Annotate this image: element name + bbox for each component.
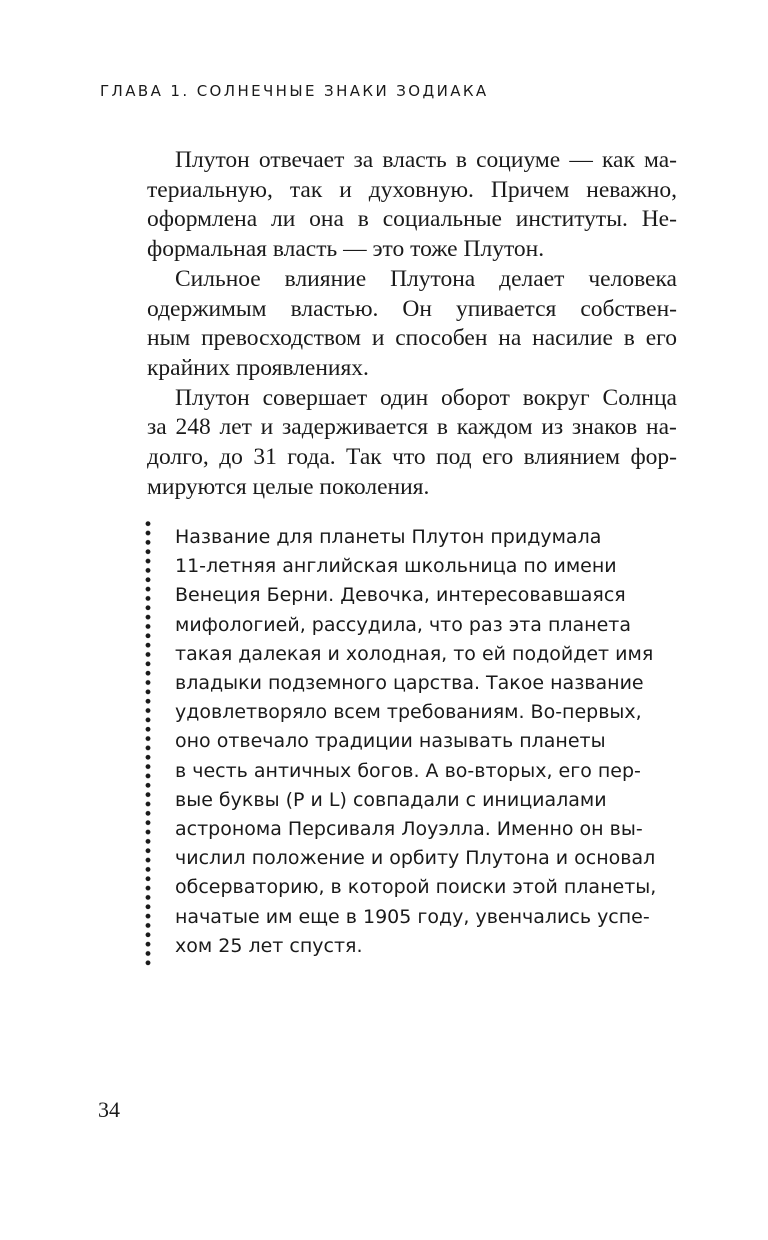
word: и <box>260 414 274 441</box>
word: властью. <box>290 295 379 322</box>
word: знаков <box>571 414 638 441</box>
sidebar-line: вые буквы (P и L) совпадали с инициалами <box>175 788 607 811</box>
word: его <box>645 325 677 352</box>
word: ма- <box>644 147 677 173</box>
word: в <box>455 147 467 173</box>
word: каждом <box>456 414 533 441</box>
word: превосходством <box>201 325 361 352</box>
sidebar-line: начатые им еще в 1905 году, увенчались успе- <box>175 905 650 928</box>
word: 248 <box>175 414 211 441</box>
word: лет <box>219 414 252 441</box>
word: на <box>498 325 522 352</box>
paragraph <box>147 384 677 503</box>
word: социуме <box>476 147 561 173</box>
word: насилие <box>532 325 613 352</box>
text-line <box>147 324 677 354</box>
word: 31 <box>253 444 277 471</box>
sidebar-line: Венеция Берни. Девочка, интересовавшаяся <box>175 584 626 607</box>
word: ли <box>271 206 296 233</box>
word: из <box>541 414 564 441</box>
word: Так <box>346 444 382 471</box>
word: ным <box>147 325 191 352</box>
page-number: 34 <box>98 1097 120 1122</box>
word: и <box>371 325 385 352</box>
text-line: мируются целые поколения. <box>147 473 430 500</box>
word: она <box>309 206 344 233</box>
sidebar-line: в честь античных богов. А во-вторых, его пер- <box>175 759 641 782</box>
word: один <box>379 384 429 411</box>
word: институты. <box>515 206 628 233</box>
word: собствен- <box>580 295 677 322</box>
word: Причем <box>490 176 570 203</box>
sidebar-line: мифологией, рассудила, что раз эта планета <box>175 613 631 636</box>
text-line <box>147 384 677 414</box>
word: неважно, <box>586 176 677 203</box>
word: человека <box>588 265 677 292</box>
sidebar-line: Название для планеты Плутон придумала <box>175 526 602 548</box>
word: до <box>219 444 243 471</box>
body-text <box>147 146 677 502</box>
word: в <box>436 414 448 441</box>
word: что <box>392 444 426 471</box>
word: социальные <box>382 206 502 233</box>
sidebar-line: оно отвечало традиции называть планеты <box>175 730 606 753</box>
word: одержимым <box>147 295 267 322</box>
word: года. <box>287 444 336 471</box>
sidebar-line: хом 25 лет спустя. <box>175 934 363 957</box>
word: как <box>601 147 635 173</box>
word: задерживается <box>281 414 429 441</box>
word: отвечает <box>258 147 345 173</box>
word: делает <box>499 265 565 292</box>
word: Плутон <box>175 384 250 411</box>
sidebar-line: такая далекая и холодная, то ей подойдет имя <box>175 642 654 665</box>
text-line <box>147 176 677 206</box>
word: в <box>623 325 635 352</box>
word: Он <box>402 295 432 322</box>
word: Плутона <box>390 265 476 292</box>
text-line <box>147 443 677 473</box>
word: оформлена <box>147 206 258 233</box>
word: Не- <box>641 206 677 233</box>
word: под <box>436 444 472 471</box>
sidebar-line: владыки подземного царства. Такое название <box>175 672 644 695</box>
sidebar-line: обсерваторию, в которой поиски этой планеты, <box>175 876 657 899</box>
sidebar-note <box>145 519 685 967</box>
word: оборот <box>441 384 510 411</box>
word: так <box>289 176 323 203</box>
word: и <box>339 176 352 203</box>
dotted-rule <box>145 519 151 967</box>
word: вокруг <box>522 384 590 411</box>
text-line: формальная власть — это тоже Плутон. <box>147 236 545 263</box>
sidebar-line: числил положение и орбиту Плутона и основал <box>175 847 656 870</box>
word: влияние <box>284 265 367 292</box>
sidebar-line: астронома Персиваля Лоуэлла. Именно он вы- <box>175 818 643 841</box>
word: долго, <box>147 444 209 471</box>
sidebar-line: удовлетворяло всем требованиям. Во-первых, <box>175 701 642 724</box>
word: на- <box>646 414 677 441</box>
sidebar-line: 11-летняя английская школьница по имени <box>175 555 617 578</box>
word: териальную, <box>147 176 273 203</box>
sidebar-text <box>175 523 685 961</box>
word: Сильное <box>175 265 261 292</box>
text-line: крайних проявлениях. <box>147 354 369 381</box>
word: способен <box>395 325 488 352</box>
word: упивается <box>455 295 557 322</box>
word: совершает <box>262 384 368 411</box>
paragraph <box>147 146 677 265</box>
text-line <box>147 265 677 295</box>
word: духовную. <box>368 176 474 203</box>
word: за <box>353 147 374 173</box>
paragraph <box>147 265 677 384</box>
word: Плутон <box>175 147 250 173</box>
text-line <box>147 205 677 235</box>
text-line <box>147 295 677 325</box>
word: Солнца <box>602 384 677 411</box>
word: за <box>147 414 167 441</box>
word: его <box>482 444 514 471</box>
word: фор- <box>630 444 677 471</box>
word: влиянием <box>523 444 621 471</box>
running-head: ГЛАВА 1. СОЛНЕЧНЫЕ ЗНАКИ ЗОДИАКА <box>100 82 489 100</box>
text-line <box>147 413 677 443</box>
text-line <box>147 146 677 176</box>
word: в <box>357 206 369 233</box>
word: власть <box>382 147 447 173</box>
word: — <box>569 147 593 173</box>
